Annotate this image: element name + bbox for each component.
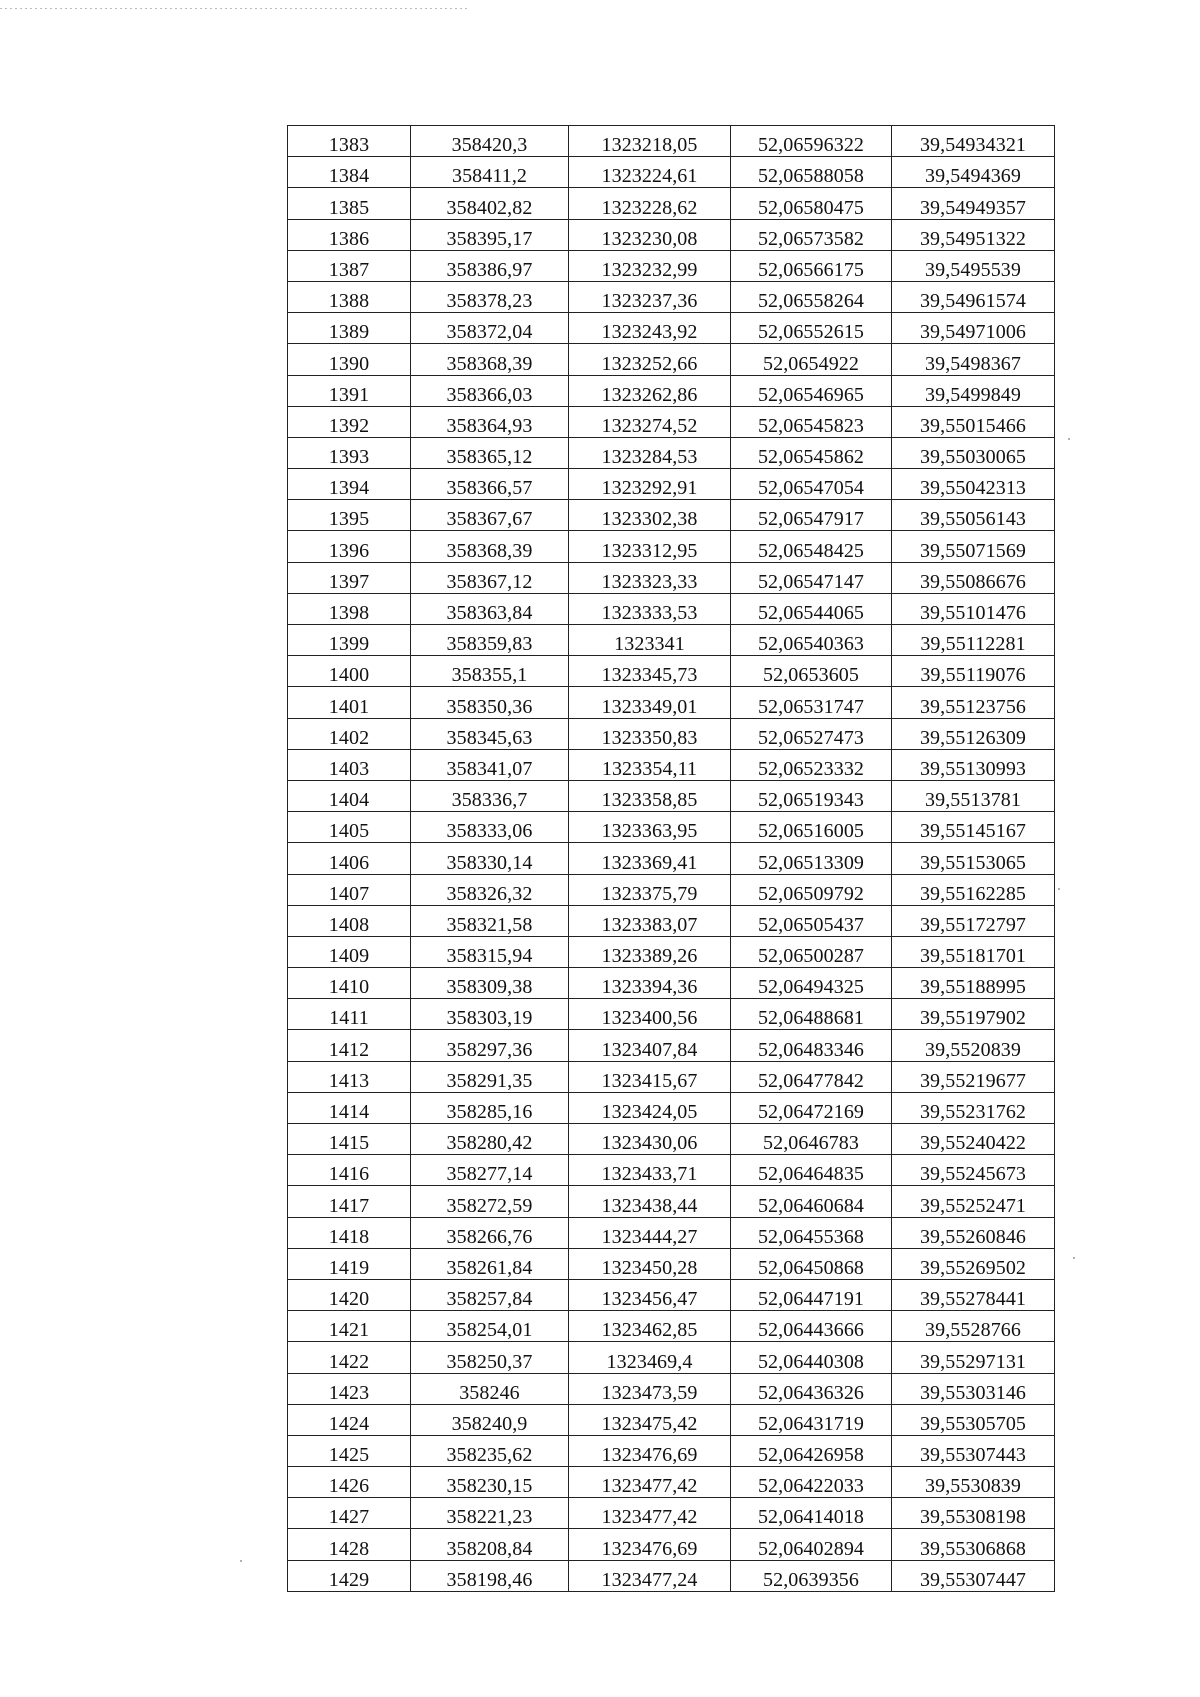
table-row xyxy=(288,656,1055,687)
latitude-cell: 52,06450868 xyxy=(731,1248,892,1279)
longitude-cell: 39,55245673 xyxy=(892,1155,1055,1186)
latitude-cell: 52,06545823 xyxy=(731,406,892,437)
table-row xyxy=(288,1560,1055,1591)
point-number-cell: 1397 xyxy=(288,562,411,593)
x-coordinate-cell: 358315,94 xyxy=(411,936,569,967)
longitude-cell: 39,55056143 xyxy=(892,500,1055,531)
latitude-cell: 52,06460684 xyxy=(731,1186,892,1217)
table-row xyxy=(288,219,1055,250)
y-coordinate-cell: 1323433,71 xyxy=(569,1155,731,1186)
y-coordinate-cell: 1323237,36 xyxy=(569,281,731,312)
latitude-cell: 52,06494325 xyxy=(731,968,892,999)
latitude-cell: 52,06588058 xyxy=(731,157,892,188)
y-coordinate-cell: 1323438,44 xyxy=(569,1186,731,1217)
point-number-cell: 1396 xyxy=(288,531,411,562)
latitude-cell: 52,06580475 xyxy=(731,188,892,219)
table-row xyxy=(288,437,1055,468)
latitude-cell: 52,06402894 xyxy=(731,1529,892,1560)
latitude-cell: 52,06472169 xyxy=(731,1092,892,1123)
point-number-cell: 1394 xyxy=(288,469,411,500)
y-coordinate-cell: 1323469,4 xyxy=(569,1342,731,1373)
latitude-cell: 52,06547147 xyxy=(731,562,892,593)
y-coordinate-cell: 1323224,61 xyxy=(569,157,731,188)
longitude-cell: 39,55145167 xyxy=(892,812,1055,843)
table-row xyxy=(288,625,1055,656)
x-coordinate-cell: 358257,84 xyxy=(411,1279,569,1310)
point-number-cell: 1385 xyxy=(288,188,411,219)
longitude-cell: 39,55101476 xyxy=(892,593,1055,624)
point-number-cell: 1409 xyxy=(288,936,411,967)
table-row xyxy=(288,406,1055,437)
x-coordinate-cell: 358386,97 xyxy=(411,250,569,281)
table-row xyxy=(288,1404,1055,1435)
table-row xyxy=(288,1435,1055,1466)
x-coordinate-cell: 358230,15 xyxy=(411,1467,569,1498)
latitude-cell: 52,0639356 xyxy=(731,1560,892,1591)
latitude-cell: 52,06558264 xyxy=(731,281,892,312)
latitude-cell: 52,06440308 xyxy=(731,1342,892,1373)
latitude-cell: 52,06546965 xyxy=(731,375,892,406)
longitude-cell: 39,5499849 xyxy=(892,375,1055,406)
point-number-cell: 1413 xyxy=(288,1061,411,1092)
latitude-cell: 52,06414018 xyxy=(731,1498,892,1529)
x-coordinate-cell: 358254,01 xyxy=(411,1311,569,1342)
longitude-cell: 39,5494369 xyxy=(892,157,1055,188)
y-coordinate-cell: 1323363,95 xyxy=(569,812,731,843)
longitude-cell: 39,5498367 xyxy=(892,344,1055,375)
longitude-cell: 39,5530839 xyxy=(892,1467,1055,1498)
latitude-cell: 52,06573582 xyxy=(731,219,892,250)
x-coordinate-cell: 358333,06 xyxy=(411,812,569,843)
table-row xyxy=(288,999,1055,1030)
latitude-cell: 52,06500287 xyxy=(731,936,892,967)
longitude-cell: 39,55231762 xyxy=(892,1092,1055,1123)
longitude-cell: 39,55172797 xyxy=(892,905,1055,936)
longitude-cell: 39,5528766 xyxy=(892,1311,1055,1342)
point-number-cell: 1423 xyxy=(288,1373,411,1404)
scan-edge-mark xyxy=(0,8,470,9)
longitude-cell: 39,55126309 xyxy=(892,718,1055,749)
longitude-cell: 39,55240422 xyxy=(892,1124,1055,1155)
y-coordinate-cell: 1323477,24 xyxy=(569,1560,731,1591)
x-coordinate-cell: 358326,32 xyxy=(411,874,569,905)
longitude-cell: 39,55197902 xyxy=(892,999,1055,1030)
point-number-cell: 1384 xyxy=(288,157,411,188)
x-coordinate-cell: 358277,14 xyxy=(411,1155,569,1186)
x-coordinate-cell: 358330,14 xyxy=(411,843,569,874)
table-row xyxy=(288,469,1055,500)
latitude-cell: 52,06513309 xyxy=(731,843,892,874)
x-coordinate-cell: 358297,36 xyxy=(411,1030,569,1061)
point-number-cell: 1395 xyxy=(288,500,411,531)
point-number-cell: 1417 xyxy=(288,1186,411,1217)
longitude-cell: 39,55153065 xyxy=(892,843,1055,874)
latitude-cell: 52,06545862 xyxy=(731,437,892,468)
x-coordinate-cell: 358321,58 xyxy=(411,905,569,936)
table-row xyxy=(288,1217,1055,1248)
y-coordinate-cell: 1323350,83 xyxy=(569,718,731,749)
scan-speck xyxy=(1073,1257,1075,1259)
y-coordinate-cell: 1323292,91 xyxy=(569,469,731,500)
table-row xyxy=(288,1030,1055,1061)
y-coordinate-cell: 1323430,06 xyxy=(569,1124,731,1155)
x-coordinate-cell: 358235,62 xyxy=(411,1435,569,1466)
x-coordinate-cell: 358368,39 xyxy=(411,531,569,562)
point-number-cell: 1406 xyxy=(288,843,411,874)
table-row xyxy=(288,250,1055,281)
x-coordinate-cell: 358250,37 xyxy=(411,1342,569,1373)
latitude-cell: 52,0653605 xyxy=(731,656,892,687)
table-row xyxy=(288,718,1055,749)
x-coordinate-cell: 358350,36 xyxy=(411,687,569,718)
point-number-cell: 1387 xyxy=(288,250,411,281)
x-coordinate-cell: 358208,84 xyxy=(411,1529,569,1560)
x-coordinate-cell: 358367,12 xyxy=(411,562,569,593)
longitude-cell: 39,55086676 xyxy=(892,562,1055,593)
latitude-cell: 52,06464835 xyxy=(731,1155,892,1186)
latitude-cell: 52,06547054 xyxy=(731,469,892,500)
latitude-cell: 52,0654922 xyxy=(731,344,892,375)
table-row xyxy=(288,843,1055,874)
table-row xyxy=(288,344,1055,375)
longitude-cell: 39,54949357 xyxy=(892,188,1055,219)
point-number-cell: 1407 xyxy=(288,874,411,905)
longitude-cell: 39,55308198 xyxy=(892,1498,1055,1529)
longitude-cell: 39,5495539 xyxy=(892,250,1055,281)
y-coordinate-cell: 1323230,08 xyxy=(569,219,731,250)
table-row xyxy=(288,531,1055,562)
table-row xyxy=(288,1467,1055,1498)
point-number-cell: 1405 xyxy=(288,812,411,843)
longitude-cell: 39,55071569 xyxy=(892,531,1055,562)
longitude-cell: 39,55188995 xyxy=(892,968,1055,999)
y-coordinate-cell: 1323274,52 xyxy=(569,406,731,437)
x-coordinate-cell: 358221,23 xyxy=(411,1498,569,1529)
table-row xyxy=(288,1342,1055,1373)
point-number-cell: 1429 xyxy=(288,1560,411,1591)
latitude-cell: 52,06540363 xyxy=(731,625,892,656)
point-number-cell: 1416 xyxy=(288,1155,411,1186)
longitude-cell: 39,55278441 xyxy=(892,1279,1055,1310)
longitude-cell: 39,55181701 xyxy=(892,936,1055,967)
longitude-cell: 39,55260846 xyxy=(892,1217,1055,1248)
x-coordinate-cell: 358266,76 xyxy=(411,1217,569,1248)
longitude-cell: 39,54951322 xyxy=(892,219,1055,250)
latitude-cell: 52,06447191 xyxy=(731,1279,892,1310)
x-coordinate-cell: 358366,57 xyxy=(411,469,569,500)
y-coordinate-cell: 1323349,01 xyxy=(569,687,731,718)
longitude-cell: 39,54971006 xyxy=(892,313,1055,344)
table-row xyxy=(288,812,1055,843)
longitude-cell: 39,55123756 xyxy=(892,687,1055,718)
point-number-cell: 1422 xyxy=(288,1342,411,1373)
latitude-cell: 52,06436326 xyxy=(731,1373,892,1404)
point-number-cell: 1415 xyxy=(288,1124,411,1155)
y-coordinate-cell: 1323473,59 xyxy=(569,1373,731,1404)
longitude-cell: 39,55297131 xyxy=(892,1342,1055,1373)
longitude-cell: 39,55112281 xyxy=(892,625,1055,656)
longitude-cell: 39,55162285 xyxy=(892,874,1055,905)
point-number-cell: 1408 xyxy=(288,905,411,936)
table-row xyxy=(288,936,1055,967)
longitude-cell: 39,55252471 xyxy=(892,1186,1055,1217)
y-coordinate-cell: 1323475,42 xyxy=(569,1404,731,1435)
table-row xyxy=(288,500,1055,531)
latitude-cell: 52,06422033 xyxy=(731,1467,892,1498)
point-number-cell: 1403 xyxy=(288,749,411,780)
table-row xyxy=(288,188,1055,219)
y-coordinate-cell: 1323477,42 xyxy=(569,1467,731,1498)
coordinate-table xyxy=(287,125,1055,1592)
scan-speck xyxy=(1058,888,1060,890)
scan-speck xyxy=(1068,438,1070,440)
x-coordinate-cell: 358240,9 xyxy=(411,1404,569,1435)
coordinate-table-page xyxy=(287,125,1054,1592)
point-number-cell: 1426 xyxy=(288,1467,411,1498)
point-number-cell: 1414 xyxy=(288,1092,411,1123)
latitude-cell: 52,0646783 xyxy=(731,1124,892,1155)
latitude-cell: 52,06443666 xyxy=(731,1311,892,1342)
y-coordinate-cell: 1323252,66 xyxy=(569,344,731,375)
y-coordinate-cell: 1323407,84 xyxy=(569,1030,731,1061)
point-number-cell: 1421 xyxy=(288,1311,411,1342)
x-coordinate-cell: 358341,07 xyxy=(411,749,569,780)
point-number-cell: 1424 xyxy=(288,1404,411,1435)
point-number-cell: 1412 xyxy=(288,1030,411,1061)
table-row xyxy=(288,1186,1055,1217)
y-coordinate-cell: 1323444,27 xyxy=(569,1217,731,1248)
point-number-cell: 1418 xyxy=(288,1217,411,1248)
x-coordinate-cell: 358303,19 xyxy=(411,999,569,1030)
x-coordinate-cell: 358261,84 xyxy=(411,1248,569,1279)
table-row xyxy=(288,1529,1055,1560)
point-number-cell: 1402 xyxy=(288,718,411,749)
latitude-cell: 52,06519343 xyxy=(731,780,892,811)
table-row xyxy=(288,1092,1055,1123)
table-row xyxy=(288,281,1055,312)
table-row xyxy=(288,1311,1055,1342)
latitude-cell: 52,06426958 xyxy=(731,1435,892,1466)
x-coordinate-cell: 358291,35 xyxy=(411,1061,569,1092)
y-coordinate-cell: 1323262,86 xyxy=(569,375,731,406)
coordinate-table-body xyxy=(288,126,1055,1592)
latitude-cell: 52,06455368 xyxy=(731,1217,892,1248)
longitude-cell: 39,5513781 xyxy=(892,780,1055,811)
y-coordinate-cell: 1323333,53 xyxy=(569,593,731,624)
table-row xyxy=(288,1061,1055,1092)
y-coordinate-cell: 1323369,41 xyxy=(569,843,731,874)
point-number-cell: 1427 xyxy=(288,1498,411,1529)
latitude-cell: 52,06516005 xyxy=(731,812,892,843)
point-number-cell: 1393 xyxy=(288,437,411,468)
longitude-cell: 39,55303146 xyxy=(892,1373,1055,1404)
point-number-cell: 1386 xyxy=(288,219,411,250)
x-coordinate-cell: 358367,67 xyxy=(411,500,569,531)
point-number-cell: 1411 xyxy=(288,999,411,1030)
point-number-cell: 1398 xyxy=(288,593,411,624)
table-row xyxy=(288,1373,1055,1404)
y-coordinate-cell: 1323312,95 xyxy=(569,531,731,562)
y-coordinate-cell: 1323218,05 xyxy=(569,126,731,157)
table-row xyxy=(288,157,1055,188)
point-number-cell: 1425 xyxy=(288,1435,411,1466)
point-number-cell: 1410 xyxy=(288,968,411,999)
x-coordinate-cell: 358246 xyxy=(411,1373,569,1404)
x-coordinate-cell: 358420,3 xyxy=(411,126,569,157)
x-coordinate-cell: 358411,2 xyxy=(411,157,569,188)
longitude-cell: 39,55306868 xyxy=(892,1529,1055,1560)
latitude-cell: 52,06483346 xyxy=(731,1030,892,1061)
y-coordinate-cell: 1323302,38 xyxy=(569,500,731,531)
longitude-cell: 39,54961574 xyxy=(892,281,1055,312)
latitude-cell: 52,06527473 xyxy=(731,718,892,749)
table-row xyxy=(288,1124,1055,1155)
table-row xyxy=(288,687,1055,718)
table-row xyxy=(288,562,1055,593)
longitude-cell: 39,55042313 xyxy=(892,469,1055,500)
longitude-cell: 39,54934321 xyxy=(892,126,1055,157)
x-coordinate-cell: 358368,39 xyxy=(411,344,569,375)
x-coordinate-cell: 358285,16 xyxy=(411,1092,569,1123)
latitude-cell: 52,06509792 xyxy=(731,874,892,905)
x-coordinate-cell: 358280,42 xyxy=(411,1124,569,1155)
latitude-cell: 52,06431719 xyxy=(731,1404,892,1435)
y-coordinate-cell: 1323354,11 xyxy=(569,749,731,780)
y-coordinate-cell: 1323232,99 xyxy=(569,250,731,281)
y-coordinate-cell: 1323323,33 xyxy=(569,562,731,593)
x-coordinate-cell: 358359,83 xyxy=(411,625,569,656)
longitude-cell: 39,5520839 xyxy=(892,1030,1055,1061)
latitude-cell: 52,06505437 xyxy=(731,905,892,936)
scan-speck xyxy=(240,1560,242,1562)
x-coordinate-cell: 358198,46 xyxy=(411,1560,569,1591)
point-number-cell: 1400 xyxy=(288,656,411,687)
table-row xyxy=(288,874,1055,905)
x-coordinate-cell: 358336,7 xyxy=(411,780,569,811)
y-coordinate-cell: 1323243,92 xyxy=(569,313,731,344)
table-row xyxy=(288,375,1055,406)
point-number-cell: 1399 xyxy=(288,625,411,656)
y-coordinate-cell: 1323477,42 xyxy=(569,1498,731,1529)
x-coordinate-cell: 358366,03 xyxy=(411,375,569,406)
x-coordinate-cell: 358363,84 xyxy=(411,593,569,624)
x-coordinate-cell: 358395,17 xyxy=(411,219,569,250)
latitude-cell: 52,06552615 xyxy=(731,313,892,344)
y-coordinate-cell: 1323228,62 xyxy=(569,188,731,219)
x-coordinate-cell: 358364,93 xyxy=(411,406,569,437)
point-number-cell: 1401 xyxy=(288,687,411,718)
y-coordinate-cell: 1323415,67 xyxy=(569,1061,731,1092)
y-coordinate-cell: 1323476,69 xyxy=(569,1435,731,1466)
latitude-cell: 52,06531747 xyxy=(731,687,892,718)
x-coordinate-cell: 358372,04 xyxy=(411,313,569,344)
longitude-cell: 39,55119076 xyxy=(892,656,1055,687)
point-number-cell: 1392 xyxy=(288,406,411,437)
longitude-cell: 39,55030065 xyxy=(892,437,1055,468)
longitude-cell: 39,55015466 xyxy=(892,406,1055,437)
x-coordinate-cell: 358345,63 xyxy=(411,718,569,749)
point-number-cell: 1390 xyxy=(288,344,411,375)
table-row xyxy=(288,780,1055,811)
table-row xyxy=(288,593,1055,624)
y-coordinate-cell: 1323450,28 xyxy=(569,1248,731,1279)
longitude-cell: 39,55219677 xyxy=(892,1061,1055,1092)
y-coordinate-cell: 1323394,36 xyxy=(569,968,731,999)
latitude-cell: 52,06547917 xyxy=(731,500,892,531)
table-row xyxy=(288,1279,1055,1310)
longitude-cell: 39,55269502 xyxy=(892,1248,1055,1279)
latitude-cell: 52,06477842 xyxy=(731,1061,892,1092)
y-coordinate-cell: 1323424,05 xyxy=(569,1092,731,1123)
table-row xyxy=(288,968,1055,999)
point-number-cell: 1383 xyxy=(288,126,411,157)
table-row xyxy=(288,1155,1055,1186)
y-coordinate-cell: 1323400,56 xyxy=(569,999,731,1030)
y-coordinate-cell: 1323341 xyxy=(569,625,731,656)
latitude-cell: 52,06488681 xyxy=(731,999,892,1030)
y-coordinate-cell: 1323456,47 xyxy=(569,1279,731,1310)
table-row xyxy=(288,126,1055,157)
latitude-cell: 52,06596322 xyxy=(731,126,892,157)
x-coordinate-cell: 358309,38 xyxy=(411,968,569,999)
y-coordinate-cell: 1323476,69 xyxy=(569,1529,731,1560)
longitude-cell: 39,55305705 xyxy=(892,1404,1055,1435)
x-coordinate-cell: 358378,23 xyxy=(411,281,569,312)
y-coordinate-cell: 1323462,85 xyxy=(569,1311,731,1342)
x-coordinate-cell: 358365,12 xyxy=(411,437,569,468)
point-number-cell: 1389 xyxy=(288,313,411,344)
y-coordinate-cell: 1323358,85 xyxy=(569,780,731,811)
point-number-cell: 1388 xyxy=(288,281,411,312)
point-number-cell: 1391 xyxy=(288,375,411,406)
latitude-cell: 52,06544065 xyxy=(731,593,892,624)
y-coordinate-cell: 1323389,26 xyxy=(569,936,731,967)
y-coordinate-cell: 1323383,07 xyxy=(569,905,731,936)
x-coordinate-cell: 358402,82 xyxy=(411,188,569,219)
latitude-cell: 52,06566175 xyxy=(731,250,892,281)
point-number-cell: 1420 xyxy=(288,1279,411,1310)
longitude-cell: 39,55307443 xyxy=(892,1435,1055,1466)
table-row xyxy=(288,749,1055,780)
longitude-cell: 39,55307447 xyxy=(892,1560,1055,1591)
table-row xyxy=(288,313,1055,344)
point-number-cell: 1419 xyxy=(288,1248,411,1279)
y-coordinate-cell: 1323284,53 xyxy=(569,437,731,468)
point-number-cell: 1428 xyxy=(288,1529,411,1560)
longitude-cell: 39,55130993 xyxy=(892,749,1055,780)
y-coordinate-cell: 1323375,79 xyxy=(569,874,731,905)
x-coordinate-cell: 358355,1 xyxy=(411,656,569,687)
x-coordinate-cell: 358272,59 xyxy=(411,1186,569,1217)
table-row xyxy=(288,1498,1055,1529)
latitude-cell: 52,06548425 xyxy=(731,531,892,562)
y-coordinate-cell: 1323345,73 xyxy=(569,656,731,687)
table-row xyxy=(288,905,1055,936)
point-number-cell: 1404 xyxy=(288,780,411,811)
latitude-cell: 52,06523332 xyxy=(731,749,892,780)
table-row xyxy=(288,1248,1055,1279)
